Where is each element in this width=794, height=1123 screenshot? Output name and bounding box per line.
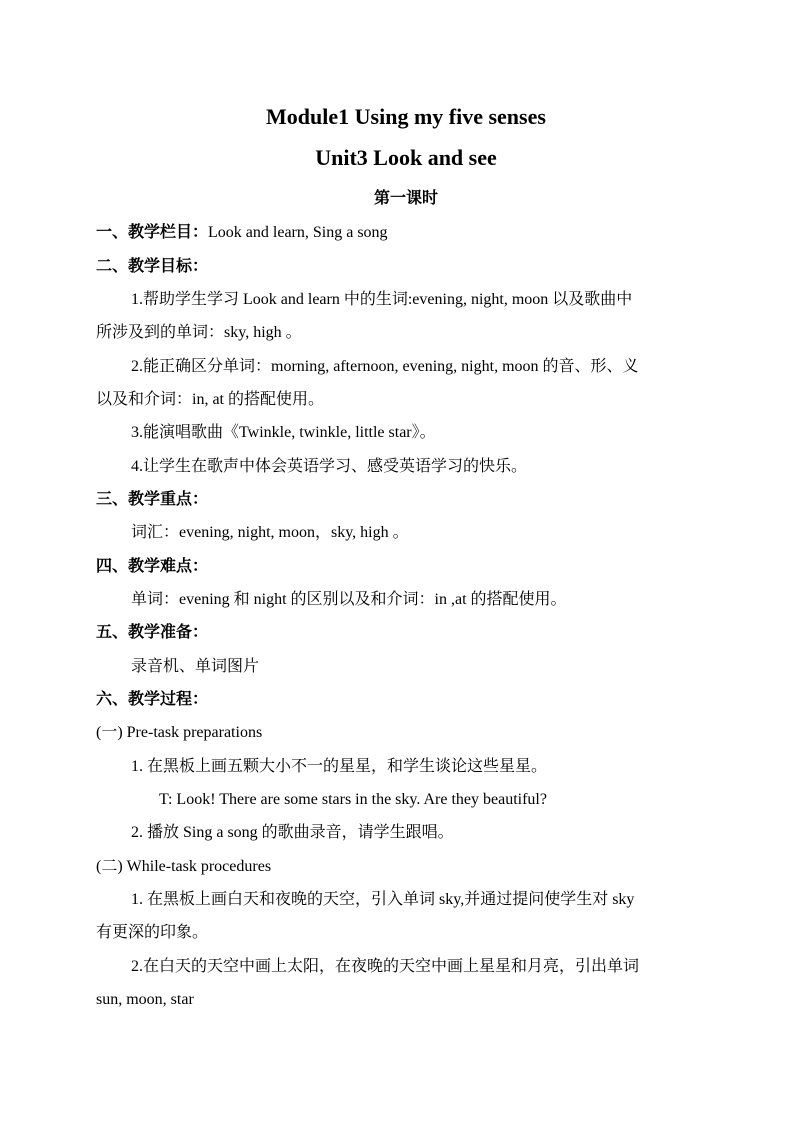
- section-3-heading: 三、教学重点：: [96, 491, 209, 508]
- objective-line: 所涉及到的单词：sky, high 。: [96, 324, 302, 341]
- section-1-heading-label: 一、教学栏目：: [96, 224, 209, 241]
- objective-line: 1.帮助学生学习 Look and learn 中的生词:evening, night, moon 以及歌曲中: [131, 291, 633, 308]
- procedure-line: sun, moon, star: [96, 991, 194, 1008]
- document-subtitle: Unit3 Look and see: [315, 145, 497, 170]
- procedure-line: 1. 在黑板上画白天和夜晚的天空，引入单词 sky,并通过提问使学生对 sky: [131, 891, 635, 908]
- section-3-text: 词汇：evening, night, moon，sky, high 。: [131, 524, 409, 541]
- section-5-heading: 五、教学准备：: [96, 624, 209, 641]
- objective-line: 4.让学生在歌声中体会英语学习、感受英语学习的快乐。: [131, 458, 528, 475]
- objective-line: 3.能演唱歌曲《Twinkle, twinkle, little star》。: [131, 424, 436, 441]
- section-5-text: 录音机、单词图片: [131, 658, 260, 675]
- section-1-text: Look and learn, Sing a song: [208, 224, 388, 241]
- while-task-heading: (二) While-task procedures: [96, 858, 272, 875]
- section-6-heading: 六、教学过程：: [96, 691, 209, 708]
- objective-line: 2.能正确区分单词：morning, afternoon, evening, night, moon 的音、形、义: [131, 358, 639, 375]
- pre-task-heading: (一) Pre-task preparations: [96, 724, 263, 741]
- procedure-line: T: Look! There are some stars in the sky. Are they beautiful?: [159, 791, 547, 808]
- objective-line: 以及和介词：in, at 的搭配使用。: [96, 391, 324, 408]
- section-4-heading: 四、教学难点：: [96, 558, 209, 575]
- lesson-label: 第一课时: [373, 190, 438, 207]
- procedure-line: 有更深的印象。: [96, 924, 209, 941]
- section-2-heading: 二、教学目标：: [96, 258, 209, 275]
- procedure-line: 1. 在黑板上画五颗大小不一的星星，和学生谈论这些星星。: [131, 758, 548, 775]
- document-title: Module1 Using my five senses: [266, 104, 546, 129]
- section-4-text: 单词：evening 和 night 的区别以及和介词：in ,at 的搭配使用。: [131, 591, 567, 608]
- procedure-line: 2.在白天的天空中画上太阳，在夜晚的天空中画上星星和月亮，引出单词: [131, 958, 640, 975]
- procedure-line: 2. 播放 Sing a song 的歌曲录音，请学生跟唱。: [131, 824, 454, 841]
- section-1-heading: [96, 220, 388, 246]
